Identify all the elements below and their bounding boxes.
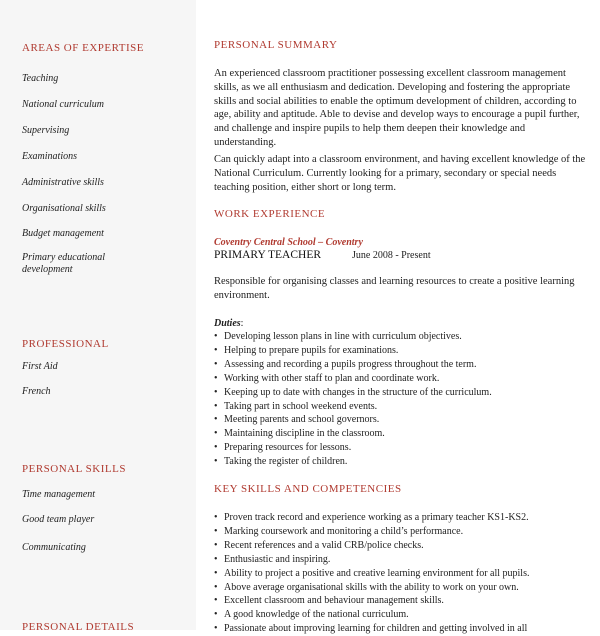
main-content — [196, 0, 600, 635]
expertise-item: National curriculum — [22, 99, 104, 110]
duties-label-text: Duties — [214, 318, 241, 329]
list-item: • Keeping up to date with changes in the structure of the curriculum. — [214, 386, 492, 400]
list-item: • Meeting parents and school governors. — [214, 413, 492, 427]
summary-paragraph: An experienced classroom practitioner possessing excellent classroom management skills, as we all enthusiasm and dedication. Developing and fostering the appropriate skills and social abilities to enable the optimum development of children, according to age, ability and aptitude. Able to devise and develop ways to encourage a pupil further, and challenge and inspire pupils to help them deepen their knowledge and understanding. — [214, 68, 580, 148]
expertise-item: Examinations — [22, 151, 77, 162]
list-item: • Assessing and recording a pupils progress throughout the term. — [214, 358, 492, 372]
expertise-item: Teaching — [22, 73, 59, 84]
list-item: • Passionate about improving learning for children and getting involved in all — [214, 622, 529, 636]
list-item: • Maintaining discipline in the classroom. — [214, 427, 492, 441]
list-item: • Working with other staff to plan and coordinate work. — [214, 372, 492, 386]
summary-paragraph: Can quickly adapt into a classroom environment, and having excellent knowledge of the National Curriculum. Currently looking for a primary, secondary or special needs teaching position, either short or long term. — [214, 154, 586, 193]
duties-list — [214, 330, 492, 469]
personal-summary-heading: PERSONAL SUMMARY — [214, 39, 338, 51]
list-item: • Above average organisational skills with the ability to work on your own. — [214, 581, 529, 595]
sidebar — [0, 0, 196, 633]
key-skills-heading: KEY SKILLS AND COMPETENCIES — [214, 483, 402, 495]
duties-colon: : — [240, 318, 244, 329]
personal-skill-item: Good team player — [22, 514, 95, 525]
list-item: • Taking part in school weekend events. — [214, 400, 492, 414]
list-item: • Developing lesson plans in line with curriculum objectives. — [214, 330, 492, 344]
list-item: • Taking the register of children. — [214, 455, 492, 469]
personal-skill-item: Communicating — [22, 542, 86, 553]
areas-of-expertise-heading: AREAS OF EXPERTISE — [22, 42, 145, 54]
employer-name: Coventry Central School – Coventry — [214, 237, 363, 248]
expertise-item: Supervising — [22, 125, 70, 136]
expertise-item: Organisational skills — [22, 203, 106, 214]
list-item: • Excellent classroom and behaviour management skills. — [214, 594, 529, 608]
list-item: • Helping to prepare pupils for examinations. — [214, 344, 492, 358]
duties-label — [214, 318, 243, 329]
list-item: • Enthusiastic and inspiring. — [214, 553, 529, 567]
list-item: • A good knowledge of the national curriculum. — [214, 608, 529, 622]
list-item: • Marking coursework and monitoring a child’s performance. — [214, 525, 529, 539]
expertise-item: Budget management — [22, 228, 104, 239]
list-item: • Proven track record and experience working as a primary teacher KS1-KS2. — [214, 511, 529, 525]
personal-details-heading: PERSONAL DETAILS — [22, 621, 135, 633]
expertise-item: Administrative skills — [22, 177, 104, 188]
professional-item: First Aid — [22, 361, 58, 372]
job-description: Responsible for organising classes and learning resources to create a positive learning environment. — [214, 276, 575, 301]
professional-item: French — [22, 386, 51, 397]
key-skills-list — [214, 511, 529, 636]
list-item: • Recent references and a valid CRB/police checks. — [214, 539, 529, 553]
list-item: • Preparing resources for lessons. — [214, 441, 492, 455]
personal-skills-heading: PERSONAL SKILLS — [22, 463, 126, 475]
work-experience-heading: WORK EXPERIENCE — [214, 208, 326, 220]
list-item: • Ability to project a positive and creative learning environment for all pupils. — [214, 567, 529, 581]
job-title: PRIMARY TEACHER — [214, 249, 322, 261]
professional-heading: PROFESSIONAL — [22, 338, 109, 350]
personal-skill-item: Time management — [22, 489, 96, 500]
employment-dates: June 2008 - Present — [352, 250, 431, 261]
expertise-item: Primary educational development — [22, 252, 106, 275]
